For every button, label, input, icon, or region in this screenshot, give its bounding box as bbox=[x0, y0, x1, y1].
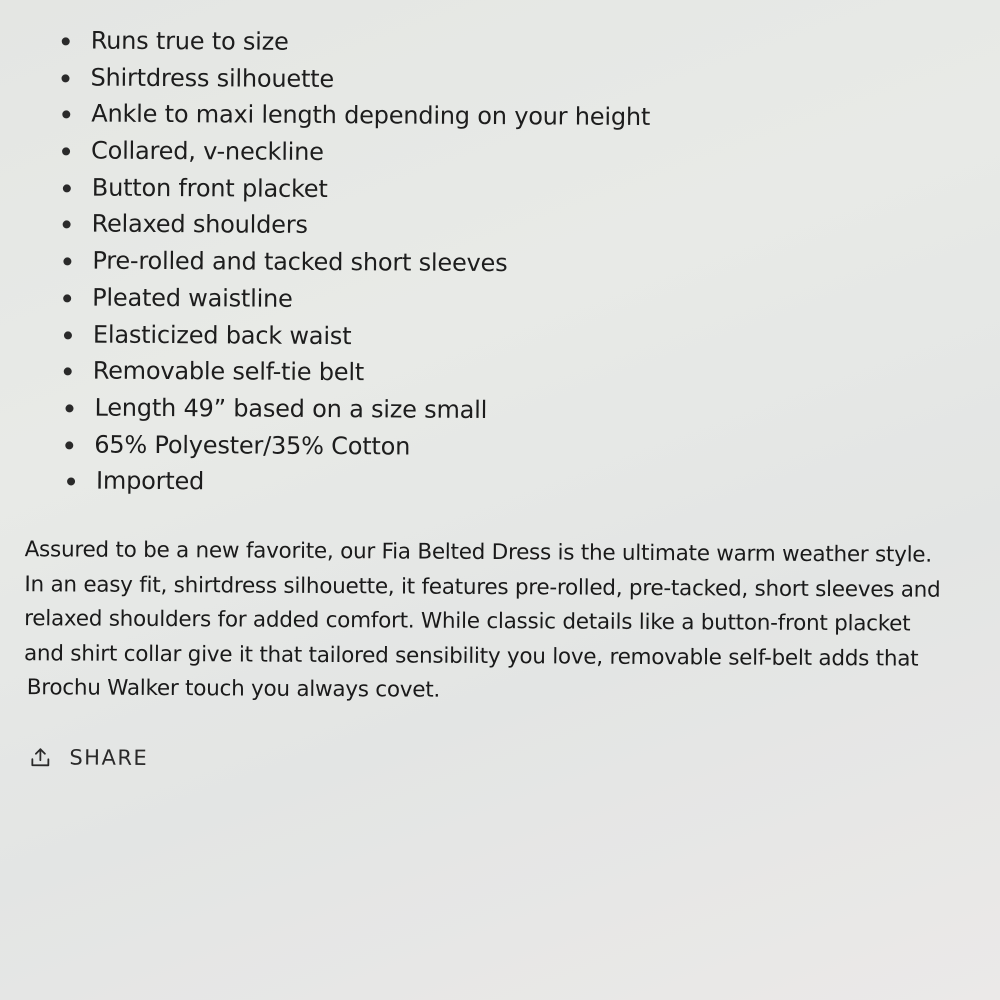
bullet-icon bbox=[61, 74, 69, 82]
description-line: In an easy fit, shirtdress silhouette, it features pre-rolled, pre-tacked, short sleeves and bbox=[24, 571, 941, 603]
feature-item bbox=[60, 353, 649, 393]
feature-item bbox=[58, 22, 651, 62]
description-line: relaxed shoulders for added comfort. While classic details like a button-front placket bbox=[24, 606, 911, 637]
bullet-icon bbox=[65, 404, 73, 412]
bullet-icon bbox=[67, 478, 75, 486]
share-upload-icon bbox=[29, 746, 51, 768]
feature-text: Pre-rolled and tacked short sleeves bbox=[92, 246, 508, 278]
description-line: Assured to be a new favorite, our Fia Belted Dress is the ultimate warm weather style. bbox=[24, 537, 932, 568]
share-label: SHARE bbox=[69, 745, 149, 770]
bullet-icon bbox=[65, 441, 73, 449]
feature-item bbox=[60, 316, 649, 356]
feature-item bbox=[63, 463, 648, 503]
feature-item bbox=[57, 59, 650, 99]
feature-item bbox=[59, 279, 649, 319]
feature-item bbox=[59, 206, 650, 246]
feature-text: Pleated waistline bbox=[92, 283, 293, 313]
feature-text: Removable self-tie belt bbox=[92, 356, 365, 387]
feature-text: Relaxed shoulders bbox=[91, 210, 308, 240]
feature-text: Elasticized back waist bbox=[92, 320, 352, 350]
bullet-icon bbox=[62, 147, 70, 155]
feature-text: Ankle to maxi length depending on your height bbox=[91, 99, 651, 132]
description-line: Brochu Walker touch you always covet. bbox=[26, 675, 441, 703]
bullet-icon bbox=[63, 294, 71, 302]
feature-item bbox=[58, 132, 650, 172]
bullet-icon bbox=[63, 221, 71, 229]
feature-text: Imported bbox=[95, 466, 205, 496]
description-line: and shirt collar give it that tailored sensibility you love, removable self-belt adds that bbox=[23, 640, 919, 672]
bullet-icon bbox=[62, 37, 70, 45]
bullet-icon bbox=[63, 184, 71, 192]
feature-text: Runs true to size bbox=[90, 26, 289, 56]
feature-text: Button front placket bbox=[91, 173, 328, 203]
feature-item bbox=[59, 169, 650, 209]
feature-item bbox=[59, 242, 649, 282]
feature-item bbox=[61, 426, 648, 466]
share-button[interactable] bbox=[29, 745, 148, 770]
feature-text: Collared, v-neckline bbox=[90, 136, 324, 167]
bullet-icon bbox=[63, 258, 71, 266]
product-features-list bbox=[55, 22, 651, 503]
bullet-icon bbox=[64, 368, 72, 376]
feature-text: Shirtdress silhouette bbox=[90, 63, 335, 93]
bullet-icon bbox=[64, 331, 72, 339]
feature-item bbox=[61, 389, 648, 429]
feature-item bbox=[58, 96, 650, 136]
product-description bbox=[24, 533, 1000, 711]
feature-text: Length 49” based on a size small bbox=[94, 393, 488, 424]
bullet-icon bbox=[62, 111, 70, 119]
feature-text: 65% Polyester/35% Cotton bbox=[94, 430, 411, 461]
